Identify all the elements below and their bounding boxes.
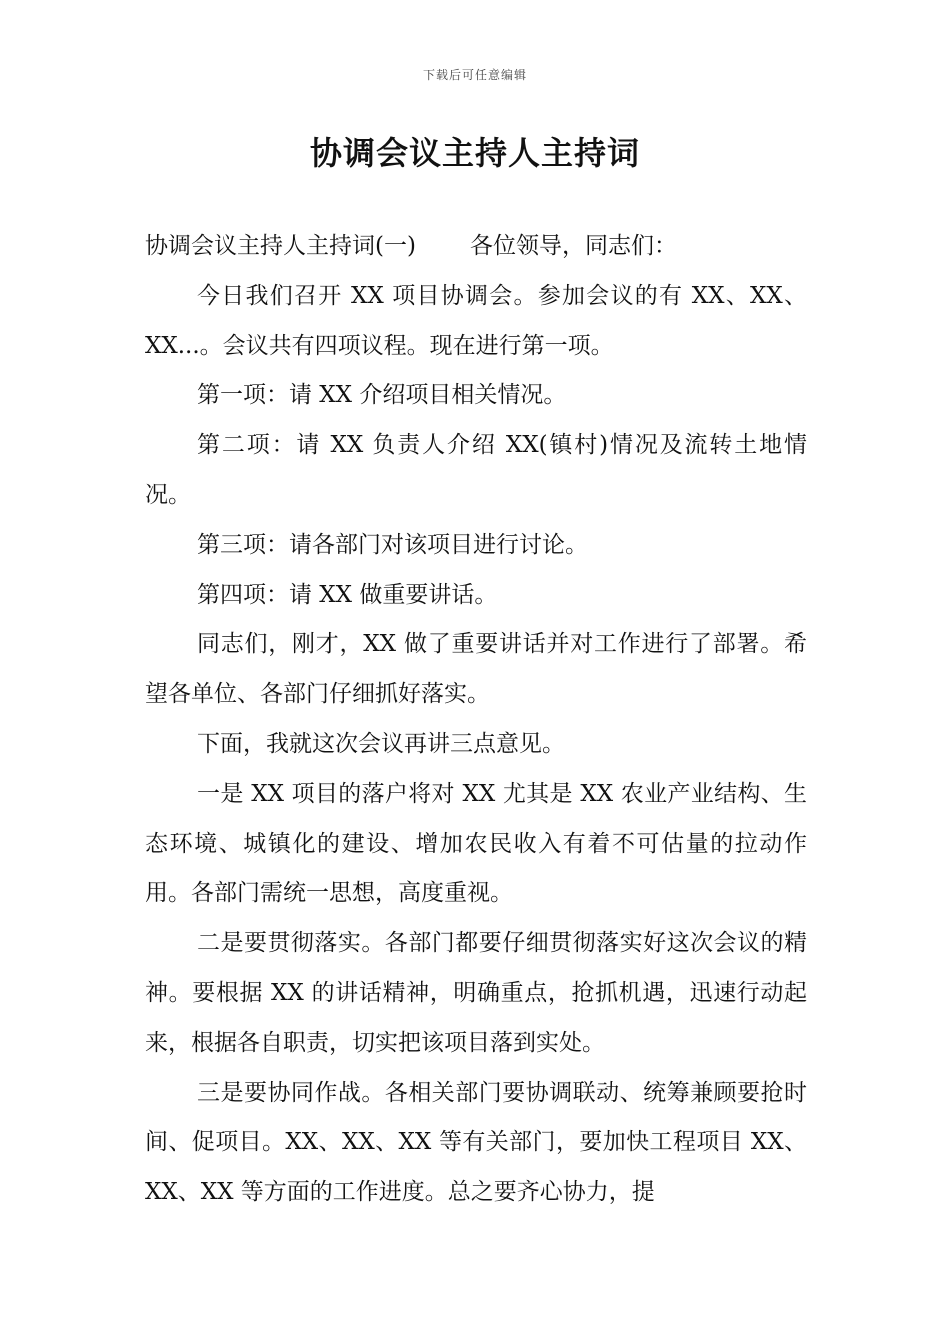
paragraph-agenda-4: 第四项：请 XX 做重要讲话。 bbox=[197, 581, 498, 608]
paragraph-point-1: 一是 XX 项目的落户将对 XX 尤其是 XX 农业产业结构、生态环境、城镇化的建设、增加农民收入有着不可估量的拉动作用。各部门需统一思想，高度重视。 bbox=[145, 780, 807, 907]
document-body bbox=[145, 222, 807, 1218]
header-note: 下载后可任意编辑 bbox=[422, 68, 527, 82]
paragraph-point-3: 三是要协同作战。各相关部门要协调联动、统筹兼顾要抢时间、促项目。XX、XX、XX 等有关部门，要加快工程项目 XX、XX、XX 等方面的工作进度。总之要齐心协力，提 bbox=[145, 1079, 807, 1206]
paragraph-agenda-3: 第三项：请各部门对该项目进行讨论。 bbox=[197, 531, 588, 558]
paragraph-point-2: 二是要贯彻落实。各部门都要仔细贯彻落实好这次会议的精神。要根据 XX 的讲话精神，明确重点，抢抓机遇，迅速行动起来，根据各自职责，切实把该项目落到实处。 bbox=[145, 930, 807, 1056]
paragraph-intro: 今日我们召开 XX 项目协调会。参加会议的有 XX、XX、XX...。会议共有四项议程。现在进行第一项。 bbox=[145, 282, 807, 359]
document-title: 协调会议主持人主持词 bbox=[309, 134, 640, 172]
paragraph-agenda-2: 第二项：请 XX 负责人介绍 XX(镇村)情况及流转土地情况。 bbox=[145, 432, 807, 508]
paragraph-transition: 下面，我就这次会议再讲三点意见。 bbox=[197, 730, 565, 757]
paragraph-agenda-1: 第一项：请 XX 介绍项目相关情况。 bbox=[197, 382, 567, 409]
subtitle-row bbox=[145, 222, 807, 272]
paragraph-summary: 同志们，刚才，XX 做了重要讲话并对工作进行了部署。希望各单位、各部门仔细抓好落实。 bbox=[145, 631, 807, 708]
greeting: 各位领导，同志们： bbox=[469, 233, 677, 259]
document-subtitle: 协调会议主持人主持词(一) bbox=[145, 233, 416, 259]
